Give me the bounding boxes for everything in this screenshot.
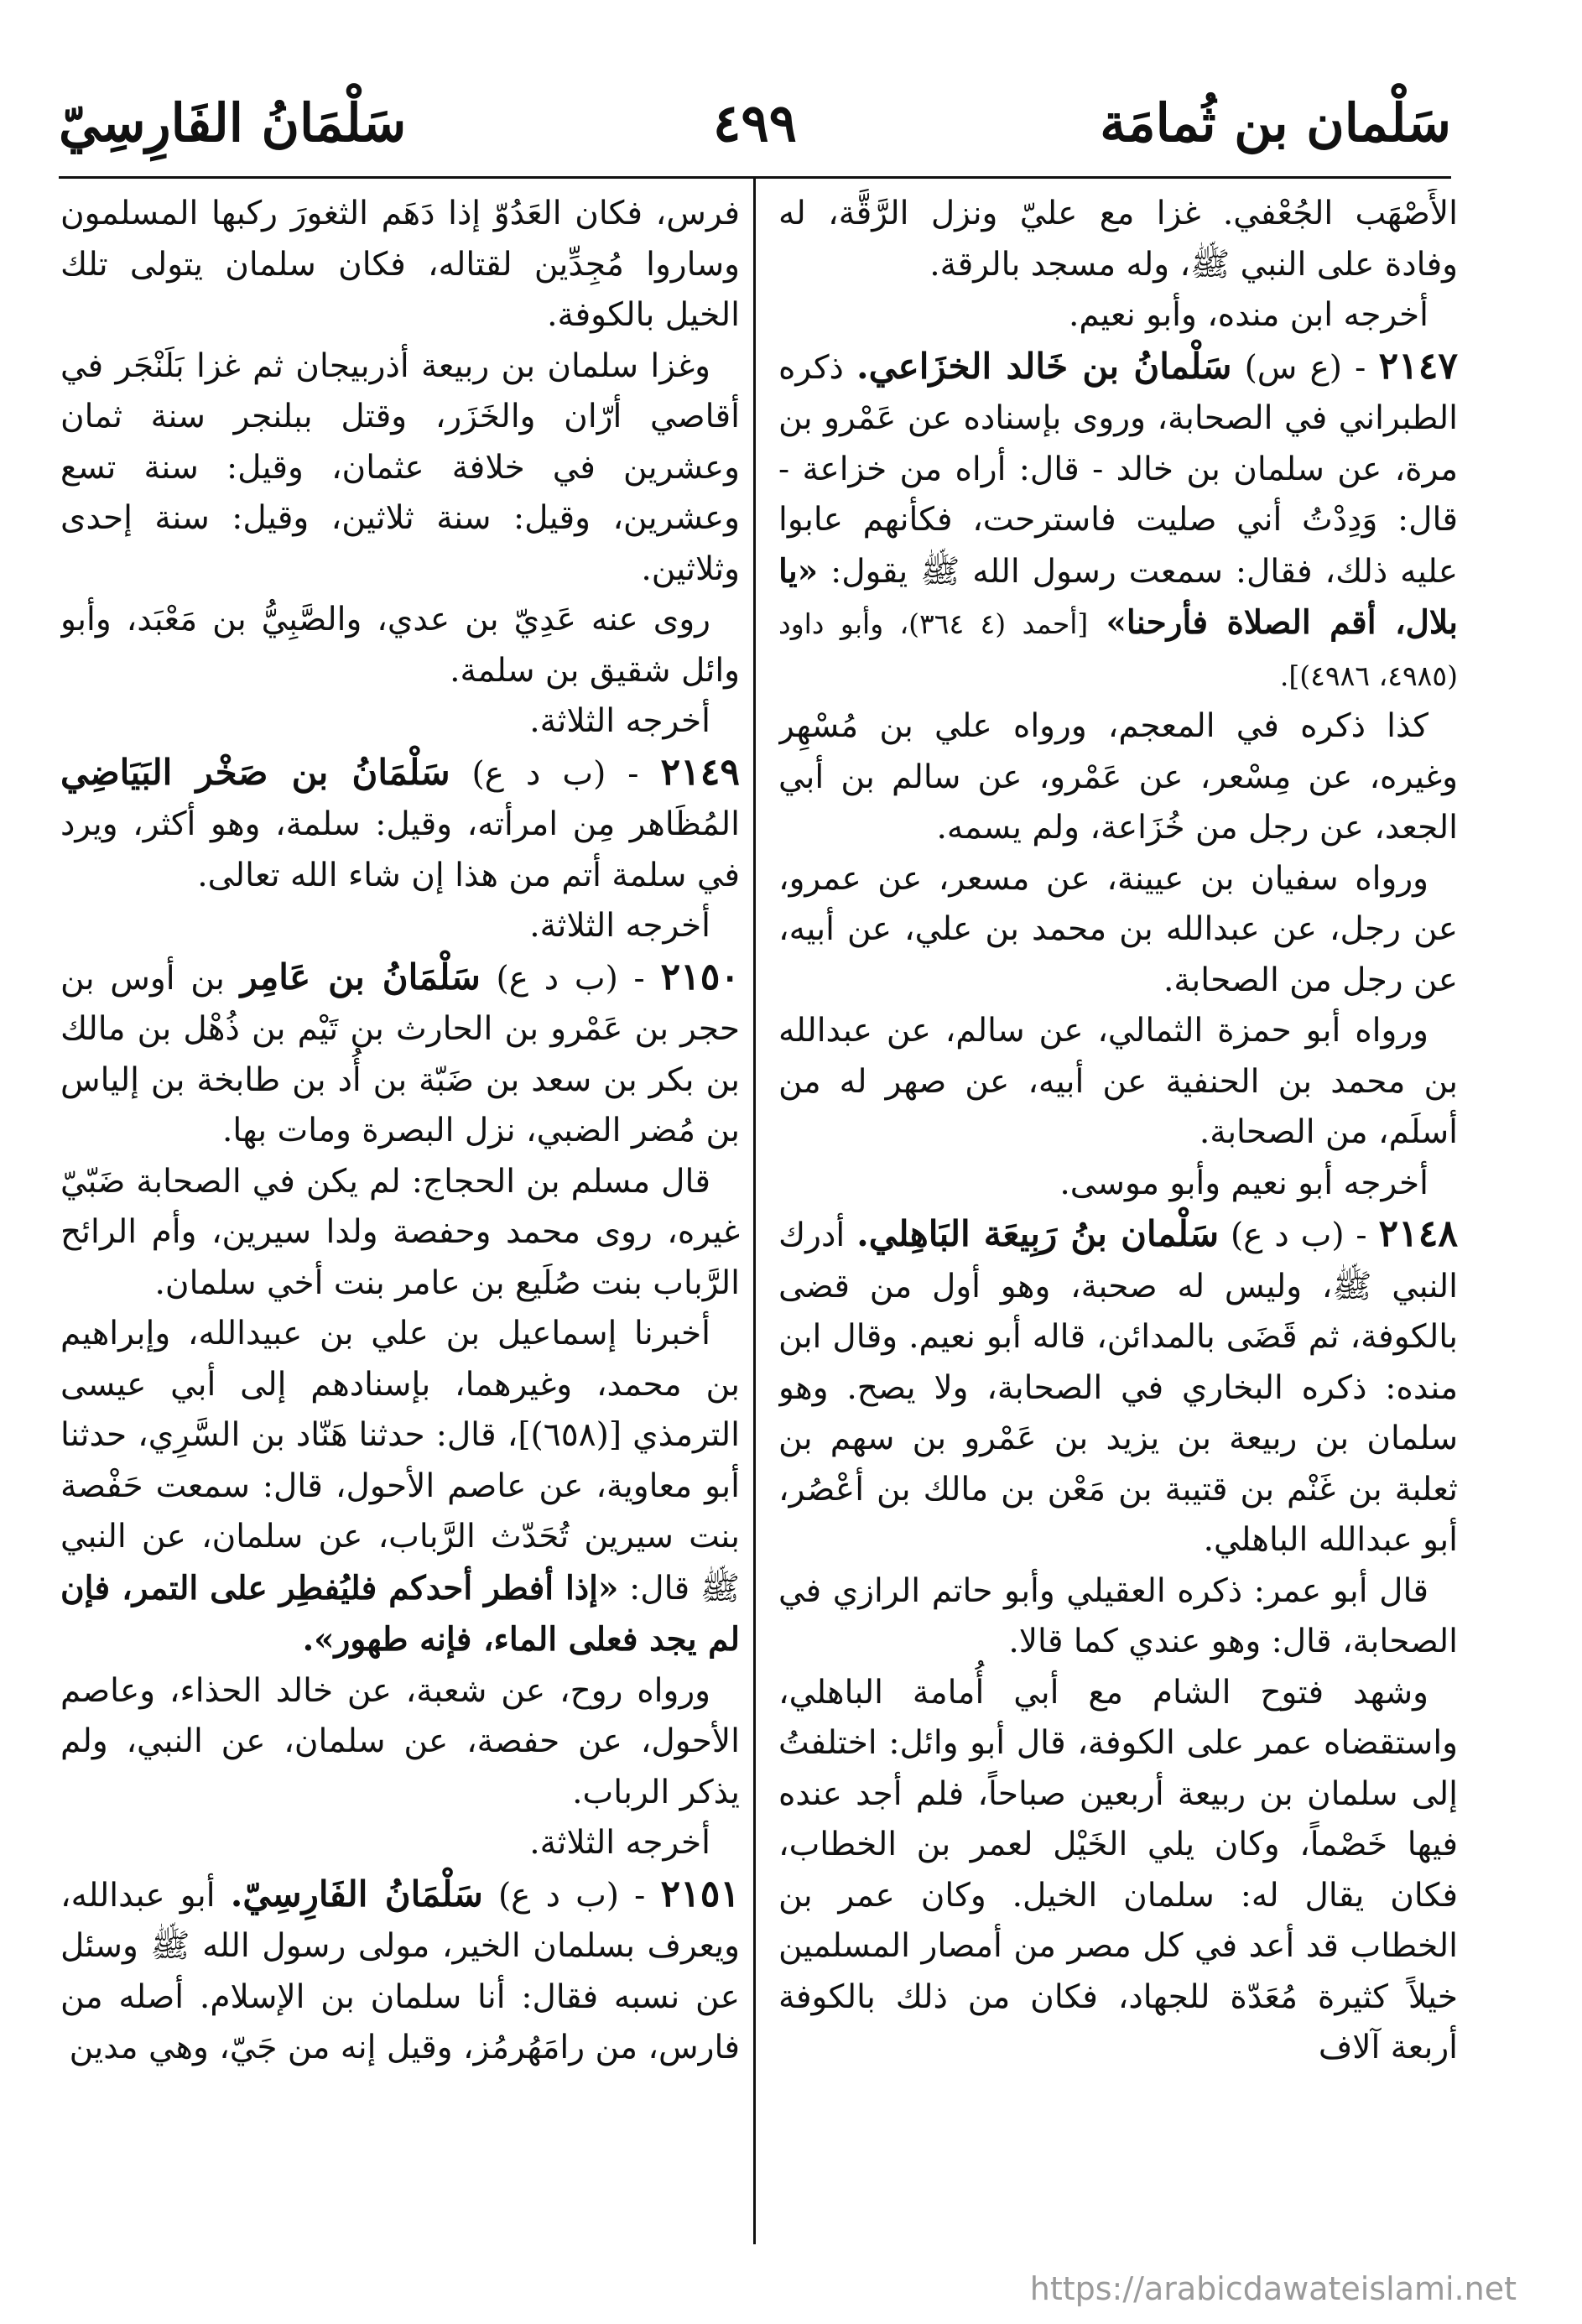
text-paragraph: [778, 189, 1458, 290]
paragraph-text: روى عنه عَدِيّ بن عدي، والصَّبِيُّ بن مَعْبَد، وأبو وائل شقيق بن سلمة.: [60, 601, 740, 690]
entry-name: سَلْمانُ بن خَالد الخزَاعي.: [856, 345, 1232, 387]
entry-number: ٢١٥٠: [660, 955, 740, 998]
entry-text: أبو عبدالله، ويعرف بسلمان الخير، مولى رسول الله ﷺ وسئل عن نسبه فقال: أنا سلمان بن الإسلام. أصله من فارس، من رامَهُرمُز، وقيل إنه من جَيّ، وهي مدين: [60, 1876, 740, 2066]
entry-name: سَلْمَانُ بن عَامِر: [240, 956, 481, 998]
paragraph-text: قال مسلم بن الحجاج: لم يكن في الصحابة ضَبّيّ غيره، روى محمد وحفصة ولدا سيرين، وأم الرائح الرَّباب بنت صُلَيع بن عامر بنت أخي سلمان.: [60, 1162, 740, 1302]
text-paragraph: [60, 189, 740, 341]
running-header: [59, 84, 1451, 179]
paragraph-text: ورواه أبو حمزة الثمالي، عن سالم، عن عبدالله بن محمد بن الحنفية عن أبيه، عن صهر له من أسلَم، من الصحابة.: [778, 1012, 1458, 1151]
entry-name: سَلْمان بنُ رَبِيعَة البَاهِلي.: [856, 1213, 1220, 1254]
text-paragraph: [778, 1668, 1458, 2074]
text-paragraph: [60, 341, 740, 596]
left-column: [60, 189, 740, 2232]
entry-tag: - (ب د ع): [497, 1876, 646, 1915]
paragraph-text: أخبرنا إسماعيل بن علي بن عبيدالله، وإبراهيم بن محمد، وغيرهما، بإسنادهم إلى أبي عيسى الترمذي [(٦٥٨)]، قال: حدثنا هَنّاد بن السَّرِي، حدثنا أبو معاوية، عن عاصم الأحول، قال: سمعت حَفْصة بنت سيرين تُحَدّث الرَّباب، عن سلمان، عن النبي ﷺ قال:: [60, 1315, 740, 1608]
text-paragraph: [60, 901, 740, 952]
text-paragraph: [60, 696, 740, 748]
text-paragraph: [778, 1006, 1458, 1159]
paragraph-text: كذا ذكره في المعجم، ورواه علي بن مُسْهِر وغيره، عن مِسْعر، عن عَمْرو، عن سالم بن أبي الجعد، عن رجل من خُزَاعة، ولم يسمه.: [778, 707, 1458, 847]
entry-number: ٢١٤٩: [660, 750, 740, 794]
source-watermark: https://arabicdawateislami.net: [1029, 2270, 1517, 2307]
entry-text: ذكره الطبراني في الصحابة، وروى بإسناده عن عَمْرو بن مرة، عن سلمان بن خالد - قال: أراه من خزاعة - قال: وَدِدْتُ أني صليت فاسترحت، فكأنهم عابوا عليه ذلك، فقال: سمعت رسول الله ﷺ يقول:: [778, 348, 1458, 591]
entry-number: ٢١٤٨: [1378, 1212, 1458, 1255]
page-number: ٤٩٩: [713, 92, 797, 154]
header-left-title: سَلْمَانُ الفَارِسِيّ: [59, 92, 407, 154]
text-paragraph: [60, 1666, 740, 1819]
entry-paragraph: [778, 341, 1458, 702]
text-paragraph: [778, 701, 1458, 854]
entry-number: ٢١٤٧: [1378, 344, 1458, 388]
citation: [أحمد (٤ ٣٦٤)، وأبو داود (٤٩٨٥، ٤٩٨٦)].: [778, 607, 1458, 692]
paragraph-text: أخرجه أبو نعيم وأبو موسى.: [1059, 1164, 1428, 1202]
text-paragraph: [778, 854, 1458, 1007]
hadith-quote: «يا بلال، أقم الصلاة فأرحنا»: [778, 551, 1458, 642]
right-column: [778, 189, 1458, 2232]
entry-tag: - (ب د ع): [496, 959, 645, 998]
paragraph-text: ورواه روح، عن شعبة، عن خالد الحذاء، وعاصم الأحول، عن حفصة، عن سلمان، عن النبي، ولم يذكر الرباب.: [60, 1671, 740, 1811]
paragraph-text: أخرجه الثلاثة.: [529, 1824, 710, 1862]
entry-paragraph: [60, 1869, 740, 2074]
entry-tag: - (ب د ع): [471, 754, 639, 793]
hadith-quote: «إذا أفطر أحدكم فليُفطِر على التمر، فإن لم يجد فعلى الماء، فإنه طهور».: [60, 1568, 740, 1659]
paragraph-text: أخرجه الثلاثة.: [529, 702, 710, 740]
text-paragraph: [60, 1309, 740, 1666]
entry-number: ٢١٥١: [660, 1872, 740, 1915]
entry-tag: - (ع س): [1244, 348, 1366, 387]
text-paragraph: [60, 1157, 740, 1310]
text-paragraph: [778, 290, 1458, 341]
paragraph-text: الأَصْهَب الجُعْفي. غزا مع عليّ ونزل الرَّقَّة، له وفادة على النبي ﷺ، وله مسجد بالرقة.: [778, 195, 1458, 284]
paragraph-text: ورواه سفيان بن عيينة، عن مسعر، عن عمرو، عن رجل، عن عبدالله بن محمد بن علي، عن أبيه، عن رجل من الصحابة.: [778, 859, 1458, 999]
paragraph-text: قال أبو عمر: ذكره العقيلي وأبو حاتم الرازي في الصحابة، قال: وهو عندي كما قالا.: [778, 1571, 1458, 1660]
entry-paragraph: [60, 952, 740, 1157]
entry-name: سَلْمَانُ بن صَخْر البَيَاضِي: [60, 751, 450, 793]
entry-paragraph: [60, 748, 740, 902]
paragraph-text: وشهد فتوح الشام مع أبي أُمامة الباهلي، واستقضاه عمر على الكوفة، قال أبو وائل: اختلفتُ إلى سلمان بن ربيعة أربعين صباحاً، فلم أجد عنده فيها خَصْماً، وكان يلي الخَيْل لعمر بن الخطاب، فكان يقال له: سلمان الخيل. وكان عمر بن الخطاب قد أعد في كل مصر من أمصار المسلمين خيلاً كثيرة مُعَدّة للجهاد، فكان من ذلك بالكوفة أربعة آلاف: [778, 1673, 1458, 2066]
text-paragraph: [778, 1159, 1458, 1210]
paragraph-text: أخرجه ابن منده، وأبو نعيم.: [1068, 296, 1428, 334]
entry-paragraph: [778, 1209, 1458, 1566]
text-paragraph: [60, 595, 740, 696]
column-divider: [753, 178, 756, 2244]
header-right-title: سَلْمان بن ثُمامَة: [1100, 92, 1451, 154]
paragraph-text: أخرجه الثلاثة.: [529, 907, 710, 945]
text-paragraph: [778, 1566, 1458, 1668]
entry-text: بن أوس بن حجر بن عَمْرو بن الحارث بن تَيْم بن ذُهْل بن مالك بن بكر بن سعد بن ضَبّة بن أُد بن طابخة بن إلياس بن مُضر الضبي، نزل البصرة ومات بها.: [60, 959, 740, 1149]
paragraph-text: فرس، فكان العَدُوّ إذا دَهَم الثغورَ ركبها المسلمون وساروا مُجِدِّين لقتاله، فكان سلمان يتولى تلك الخيل بالكوفة.: [60, 195, 740, 334]
entry-name: سَلْمَانُ الفَارِسِيّ.: [230, 1873, 483, 1915]
paragraph-text: وغزا سلمان بن ربيعة أذربيجان ثم غزا بَلَنْجَر في أقاصي أرّان والخَزَر، وقتل ببلنجر سنة ثمان وعشرين في خلافة عثمان، وقيل: سنة تسع وعشرين، وقيل: سنة ثلاثين، وقيل: سنة إحدى وثلاثين.: [60, 347, 740, 588]
text-paragraph: [60, 1818, 740, 1869]
entry-text: المُظَاهر مِن امرأته، وقيل: سلمة، وهو أكثر، ويرد في سلمة أتم من هذا إن شاء الله تعالى.: [60, 805, 740, 894]
entry-text: أدرك النبي ﷺ، وليس له صحبة، وهو أول من قضى بالكوفة، ثم قَضَى بالمدائن، قاله أبو نعيم. وقال ابن منده: ذكره البخاري في الصحابة، ولا يصح. وهو سلمان بن ربيعة بن يزيد بن عَمْرو بن سهم بن ثعلبة بن غَنْم بن قتيبة بن مَعْن بن مالك بن أعْصُر، أبو عبدالله الباهلي.: [778, 1217, 1458, 1559]
entry-tag: - (ب د ع): [1231, 1217, 1367, 1254]
